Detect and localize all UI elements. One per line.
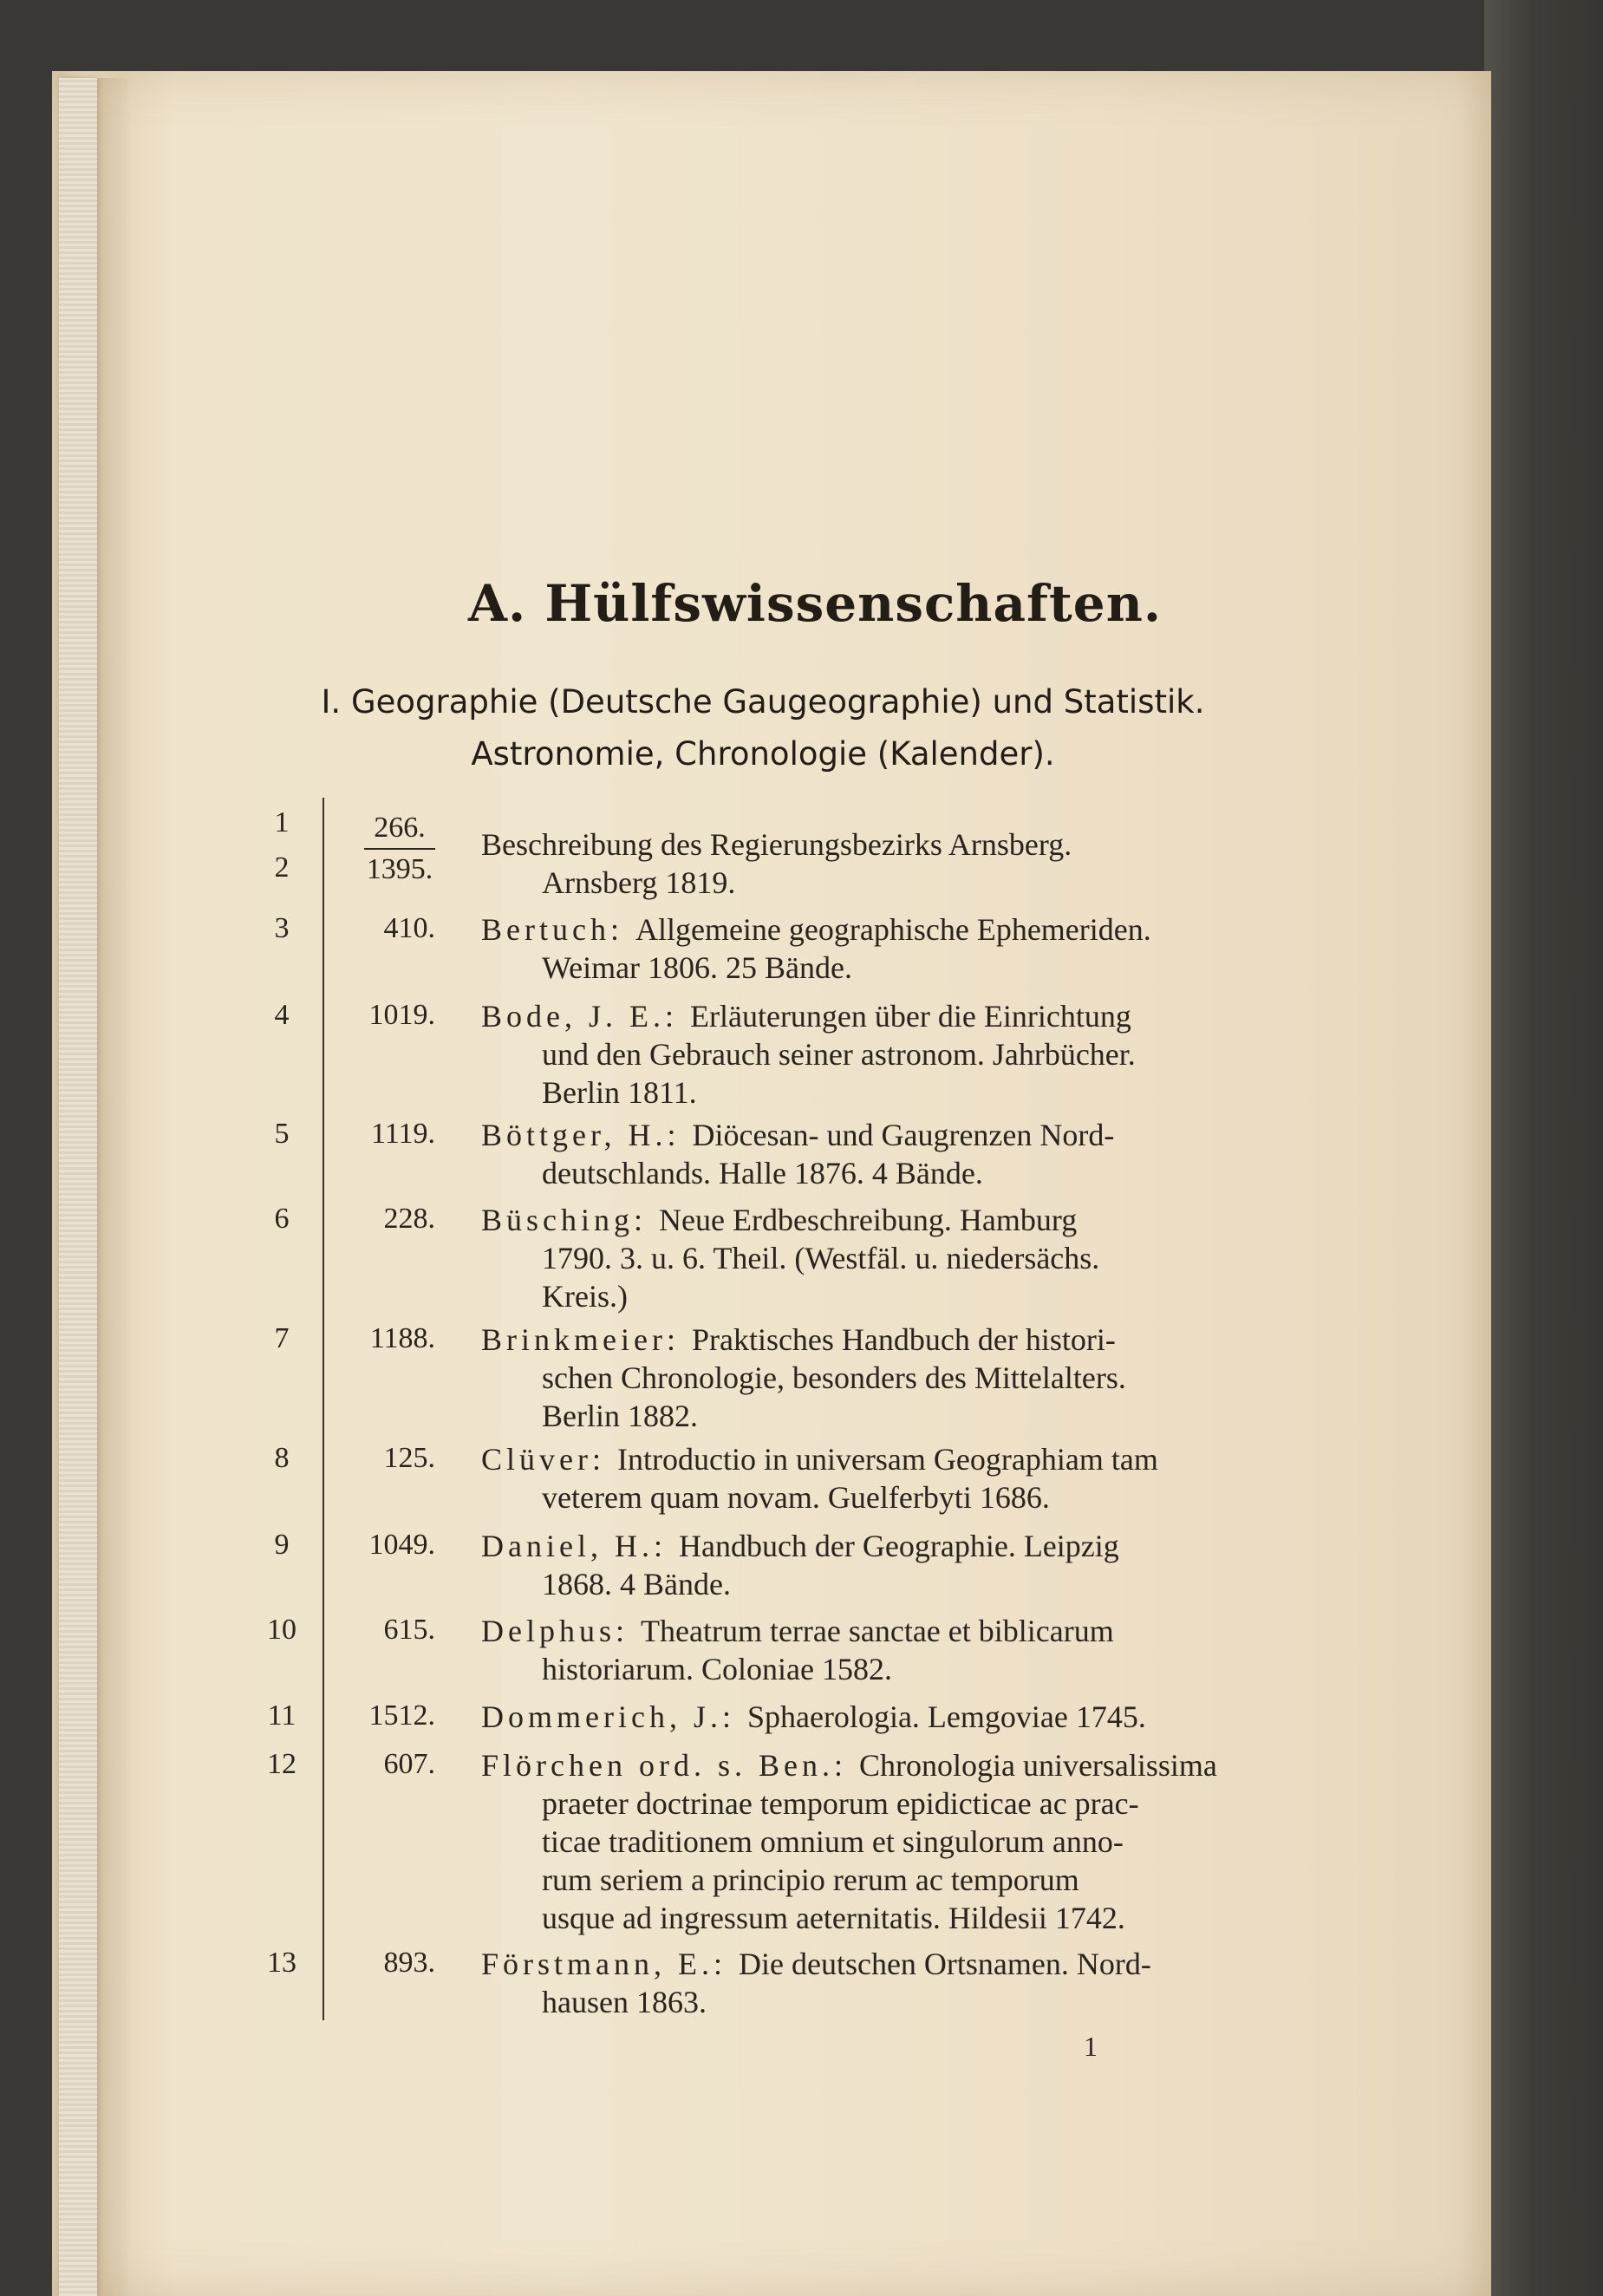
bibliography-entry [481, 1746, 1274, 1937]
bibliography-entry [481, 1527, 1274, 1603]
entry-author: Bertuch: [481, 912, 623, 947]
entry-number: 12 [267, 1748, 296, 1780]
entry-line [481, 1116, 1274, 1154]
entry-author: Bode, J. E.: [481, 999, 678, 1034]
bibliography-entry [481, 1698, 1274, 1736]
page-title: A. Hülfswissenschaften. [468, 574, 1163, 633]
entry-line [481, 1698, 1274, 1736]
entry-number: 9 [274, 1529, 290, 1561]
entry-number: 11 [267, 1699, 296, 1732]
entry-line [481, 997, 1274, 1035]
catalog-number: 125. [383, 1442, 435, 1474]
fraction-bar [364, 848, 435, 850]
entry-number: 6 [274, 1203, 290, 1235]
entry-line [481, 1321, 1274, 1359]
entry-line [481, 1861, 1274, 1899]
entry-line [481, 1073, 1274, 1112]
entry-line [481, 825, 1274, 864]
entry-number: 8 [274, 1442, 290, 1474]
catalog-number: 1019. [368, 999, 435, 1031]
fraction-top: 266. [374, 812, 426, 844]
entry-text: Kreis.) [542, 1279, 628, 1314]
entry-line [481, 1823, 1274, 1861]
entry-line [481, 910, 1274, 949]
entry-author: Clüver: [481, 1442, 605, 1477]
entry-number: 2 [274, 851, 290, 884]
entry-line [481, 1277, 1274, 1315]
catalog-number: 893. [383, 1947, 435, 1979]
entry-text: historiarum. Coloniae 1582. [542, 1652, 892, 1686]
entry-text: ticae traditionem omnium et singulorum anno- [542, 1824, 1124, 1859]
catalog-number: 1512. [368, 1699, 435, 1732]
bibliography-entry [481, 1945, 1274, 2021]
entry-line [481, 1650, 1274, 1688]
fraction-bottom: 1395. [366, 853, 433, 885]
entry-line [481, 1397, 1274, 1435]
bibliography-entry [481, 1321, 1274, 1435]
entry-line [481, 1239, 1274, 1277]
entry-line [481, 1565, 1274, 1603]
scan-background-top [0, 0, 1603, 80]
page-gutter-shadow [97, 78, 132, 2296]
catalog-number: 615. [383, 1614, 435, 1646]
entry-number: 7 [274, 1322, 290, 1354]
section-heading-line1: I. Geographie (Deutsche Gaugeographie) und Statistik. [321, 683, 1205, 721]
entry-text: 1868. 4 Bände. [542, 1567, 731, 1601]
entry-text: Allgemeine geographische Ephemeriden. [635, 912, 1151, 947]
entry-line [481, 1983, 1274, 2021]
column-divider [323, 798, 324, 2020]
entry-text: praeter doctrinae temporum epidicticae ac prac- [542, 1786, 1139, 1821]
entry-author: Büsching: [481, 1203, 648, 1237]
bibliography-entry [481, 1201, 1274, 1315]
scan-background-right [1484, 0, 1603, 2296]
bibliography-entry [481, 910, 1274, 987]
entry-text: Beschreibung des Regierungsbezirks Arnsberg. [481, 827, 1072, 862]
bibliography-entry [481, 825, 1274, 902]
entry-line [481, 1784, 1274, 1823]
entry-number: 13 [267, 1947, 296, 1979]
entry-text: Theatrum terrae sanctae et biblicarum [641, 1614, 1114, 1648]
entry-text: Introductio in universam Geographiam tam [616, 1442, 1158, 1477]
entry-text: Erläuterungen über die Einrichtung [690, 999, 1131, 1034]
entry-number: 4 [274, 999, 290, 1031]
entry-line [481, 1527, 1274, 1565]
catalog-number: 410. [383, 912, 435, 944]
entry-text: Die deutschen Ortsnamen. Nord- [739, 1947, 1151, 1981]
entry-text: hausen 1863. [542, 1985, 707, 2019]
bibliography-entry [481, 1612, 1274, 1688]
entry-line [481, 1154, 1274, 1192]
entry-line [481, 1899, 1274, 1937]
entry-text: deutschlands. Halle 1876. 4 Bände. [542, 1156, 983, 1190]
entry-line [481, 1035, 1274, 1073]
entry-text: Diöcesan- und Gaugrenzen Nord- [692, 1118, 1115, 1152]
entry-text: Praktisches Handbuch der histori- [691, 1322, 1116, 1357]
entry-author: Förstmann, E.: [481, 1947, 727, 1981]
entry-author: Delphus: [481, 1614, 629, 1648]
book-binding [59, 78, 97, 2296]
entry-line [481, 949, 1274, 987]
entry-line [481, 1478, 1274, 1517]
entry-text: Chronologia universalissima [858, 1748, 1217, 1783]
bibliography-entry [481, 997, 1274, 1112]
entry-author: Flörchen ord. s. Ben.: [481, 1748, 847, 1783]
section-heading-line2: Astronomie, Chronologie (Kalender). [471, 735, 1055, 773]
entry-line [481, 1945, 1274, 1983]
entry-author: Böttger, H.: [481, 1118, 681, 1152]
entry-author: Daniel, H.: [481, 1529, 667, 1563]
entry-text: usque ad ingressum aeternitatis. Hildesii 1742. [542, 1901, 1125, 1935]
catalog-number: 1188. [369, 1322, 435, 1354]
bibliography-entry [481, 1116, 1274, 1192]
entry-line [481, 864, 1274, 902]
entry-text: Berlin 1882. [542, 1399, 698, 1433]
entry-number: 5 [274, 1118, 290, 1150]
page-number: 1 [1084, 2031, 1098, 2062]
entry-line [481, 1359, 1274, 1397]
entry-text: Sphaerologia. Lemgoviae 1745. [746, 1699, 1146, 1734]
entry-text: Neue Erdbeschreibung. Hamburg [659, 1203, 1078, 1237]
catalog-number: 228. [383, 1203, 435, 1235]
entry-author: Brinkmeier: [481, 1322, 680, 1357]
entry-text: Arnsberg 1819. [542, 865, 736, 900]
entry-line [481, 1612, 1274, 1650]
entry-text: Berlin 1811. [542, 1075, 697, 1110]
entry-number: 10 [267, 1614, 296, 1646]
entry-line [481, 1746, 1274, 1784]
entry-text: Weimar 1806. 25 Bände. [542, 950, 853, 985]
catalog-number: 607. [383, 1748, 435, 1780]
entry-author: Dommerich, J.: [481, 1699, 735, 1734]
catalog-number: 1119. [371, 1118, 435, 1150]
entry-line [481, 1201, 1274, 1239]
entry-text: und den Gebrauch seiner astronom. Jahrbücher. [542, 1037, 1136, 1072]
entry-text: schen Chronologie, besonders des Mittelalters. [542, 1360, 1126, 1395]
entry-line [481, 1440, 1274, 1478]
entry-number: 1 [274, 806, 290, 838]
catalog-fraction [364, 812, 435, 886]
entry-text: veterem quam novam. Guelferbyti 1686. [542, 1480, 1050, 1515]
entry-text: Handbuch der Geographie. Leipzig [678, 1529, 1119, 1563]
catalog-number: 1049. [368, 1529, 435, 1561]
bibliography-entry [481, 1440, 1274, 1517]
entry-text: 1790. 3. u. 6. Theil. (Westfäl. u. niedersächs. [542, 1241, 1100, 1275]
entry-number: 3 [274, 912, 290, 944]
entry-text: rum seriem a principio rerum ac temporum [542, 1862, 1079, 1897]
